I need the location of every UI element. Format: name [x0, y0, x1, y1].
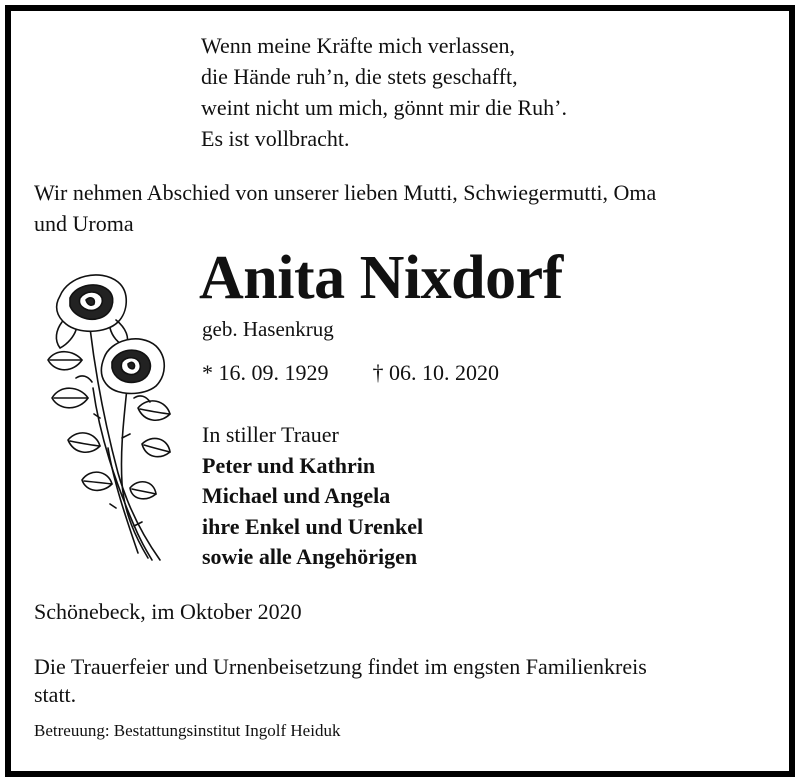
mourner-name: sowie alle Angehörigen: [202, 544, 418, 569]
rose-bouquet-icon: [38, 268, 173, 568]
maiden-name: geb. Hasenkrug: [202, 317, 334, 341]
place-and-date: Schönebeck, im Oktober 2020: [34, 599, 302, 624]
farewell-intro: [34, 177, 774, 239]
funeral-notice-line: statt.: [34, 682, 77, 707]
poem-line: Wenn meine Kräfte mich verlassen,: [201, 33, 516, 58]
poem-line: weint nicht um mich, gönnt mir die Ruh’.: [201, 95, 568, 120]
mourner-name: Michael und Angela: [202, 483, 391, 508]
mourner-name: Peter und Kathrin: [202, 452, 376, 478]
mourning-intro: In stiller Trauer: [202, 422, 339, 447]
funeral-notice-line: Die Trauerfeier und Urnenbeisetzung findet im engsten Familienkreis: [34, 654, 647, 679]
funeral-notice: [34, 653, 647, 709]
farewell-intro-line: Wir nehmen Abschied von unserer lieben Mutti, Schwiegermutti, Oma: [34, 180, 657, 205]
birth-date: * 16. 09. 1929: [202, 360, 329, 385]
poem-line: die Hände ruh’n, die stets geschafft,: [201, 64, 518, 89]
deceased-name: Anita Nixdorf: [199, 244, 563, 312]
death-date: † 06. 10. 2020: [372, 360, 499, 385]
life-dates: [202, 358, 499, 388]
mourners-block: [202, 420, 423, 573]
mourner-name: ihre Enkel und Urenkel: [202, 513, 424, 539]
poem: [201, 30, 567, 154]
undertaker-credit: Betreuung: Bestattungsinstitut Ingolf Heiduk: [34, 721, 341, 740]
farewell-intro-line: und Uroma: [34, 211, 134, 236]
poem-line: Es ist vollbracht.: [201, 126, 350, 151]
